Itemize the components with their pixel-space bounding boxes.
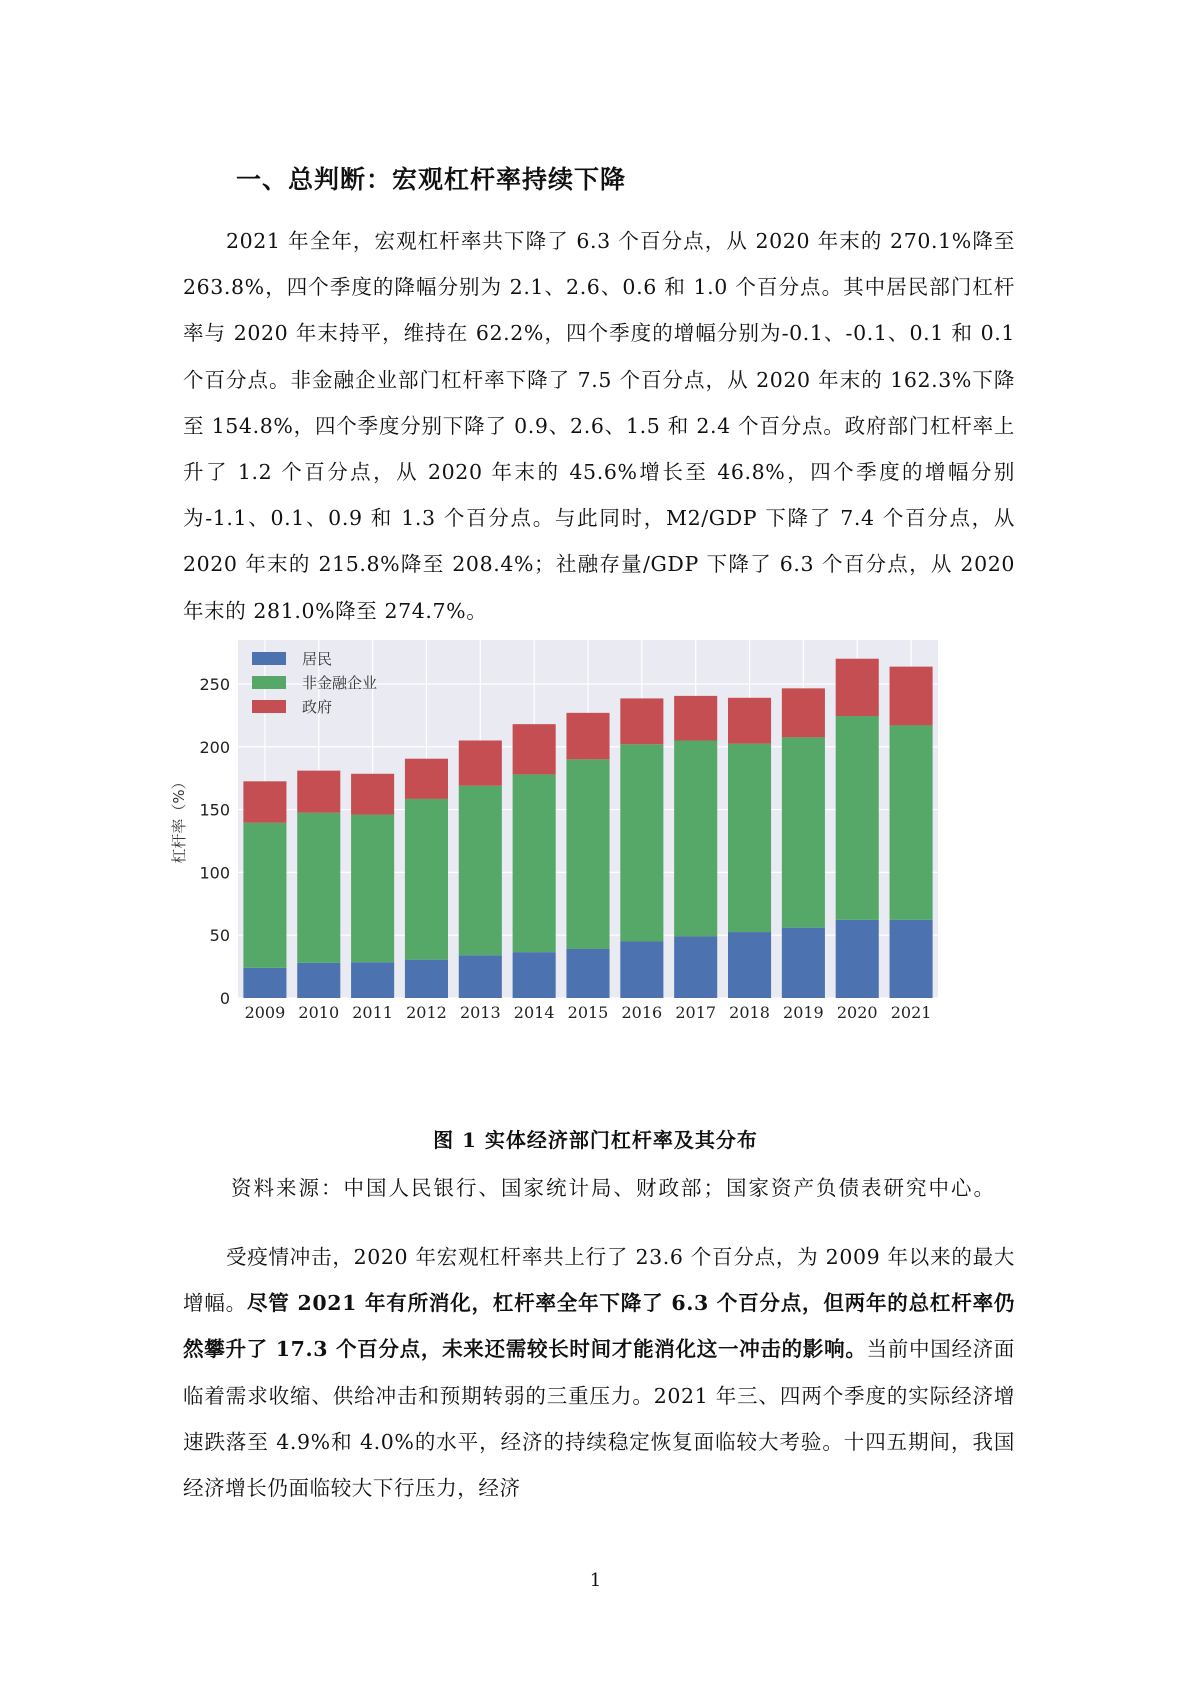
- bar-corporate-2014: [513, 774, 556, 952]
- bar-household-2020: [836, 920, 879, 998]
- bar-corporate-2010: [297, 813, 340, 963]
- bar-corporate-2017: [674, 740, 717, 936]
- x-tick-label: 2014: [513, 1003, 555, 1022]
- bar-household-2017: [674, 936, 717, 998]
- analysis-text-2: 当前中国经济面临着需求收缩、供给冲击和预期转弱的三重压力。2021 年三、四两个季度的实际经济增速跌落至 4.9%和 4.0%的水平，经济的持续稳定恢复面临较大考验。十四五期间，我国经济增长仍面临较大下行压力，经济: [183, 1337, 1016, 1501]
- y-tick-label: 250: [199, 674, 230, 694]
- bar-government-2016: [620, 698, 663, 744]
- section-heading: 一、总判断：宏观杠杆率持续下降: [236, 165, 627, 194]
- bar-household-2012: [405, 960, 448, 998]
- bar-government-2010: [297, 771, 340, 813]
- legend-swatch: [252, 652, 286, 665]
- leverage-chart: [170, 640, 960, 1030]
- x-tick-label: 2019: [783, 1003, 824, 1022]
- x-tick-label: 2021: [890, 1003, 932, 1022]
- bar-corporate-2015: [566, 759, 609, 949]
- x-tick-label: 2012: [406, 1003, 447, 1022]
- analysis-text-1: 受疫情冲击，2020 年宏观杠杆率共上行了 23.6 个百分点，为 2009 年以来的最大增幅。: [183, 1245, 1015, 1316]
- bar-government-2019: [782, 688, 825, 737]
- bar-household-2011: [351, 962, 394, 998]
- y-tick-label: 100: [199, 863, 230, 883]
- x-tick-label: 2015: [567, 1003, 609, 1022]
- data-source: 资料来源：中国人民银行、国家统计局、财政部；国家资产负债表研究中心。: [231, 1176, 996, 1200]
- bar-government-2020: [836, 659, 879, 716]
- bar-corporate-2011: [351, 815, 394, 963]
- bar-government-2018: [728, 698, 771, 744]
- y-tick-label: 50: [209, 926, 230, 946]
- y-tick-label: 0: [219, 989, 230, 1008]
- legend-swatch: [252, 700, 286, 713]
- x-tick-label: 2013: [459, 1003, 501, 1022]
- legend-label: 非金融企业: [302, 674, 378, 692]
- y-tick-label: 150: [199, 800, 230, 820]
- bar-corporate-2018: [728, 744, 771, 932]
- bar-government-2021: [890, 667, 933, 726]
- bar-government-2012: [405, 759, 448, 799]
- x-tick-label: 2016: [621, 1003, 663, 1022]
- bar-household-2010: [297, 963, 340, 998]
- bar-corporate-2013: [459, 786, 502, 956]
- bar-government-2017: [674, 696, 717, 741]
- bar-household-2015: [566, 949, 609, 998]
- bar-government-2009: [243, 781, 286, 822]
- bar-corporate-2021: [890, 725, 933, 919]
- bar-corporate-2016: [620, 744, 663, 941]
- bar-government-2013: [459, 740, 502, 785]
- paragraph-analysis: [183, 1234, 1015, 1511]
- page-number: 1: [589, 1570, 602, 1591]
- bar-government-2014: [513, 724, 556, 774]
- x-tick-label: 2011: [352, 1003, 393, 1022]
- y-tick-label: 200: [199, 737, 230, 757]
- x-tick-label: 2009: [244, 1003, 286, 1022]
- bar-household-2014: [513, 952, 556, 998]
- bar-household-2016: [620, 941, 663, 998]
- bar-household-2019: [782, 928, 825, 998]
- x-tick-label: 2010: [298, 1003, 340, 1022]
- bar-corporate-2009: [243, 823, 286, 968]
- x-tick-label: 2020: [836, 1003, 878, 1022]
- figure-caption: 图 1 实体经济部门杠杆率及其分布: [433, 1128, 758, 1152]
- x-tick-label: 2017: [675, 1003, 717, 1022]
- y-axis-label: 杠杆率（%）: [170, 774, 188, 864]
- bar-corporate-2019: [782, 737, 825, 927]
- legend-swatch: [252, 676, 286, 689]
- legend-label: 政府: [302, 698, 333, 716]
- bar-household-2018: [728, 932, 771, 998]
- x-tick-label: 2018: [729, 1003, 770, 1022]
- bar-government-2011: [351, 774, 394, 815]
- paragraph-summary: 2021 年全年，宏观杠杆率共下降了 6.3 个百分点，从 2020 年末的 270.1%降至 263.8%，四个季度的降幅分别为 2.1、2.6、0.6 和 1.0 个百分点。其中居民部门杠杆率与 2020 年末持平，维持在 62.2%，四个季度的增幅分别为-0.1、-0.1、0.1 和 0.1 个百分点。非金融企业部门杠杆率下降了 7.5 个百分点，从 2020 年末的 162.3%下降至 154.8%，四个季度分别下降了 0.9、2.6、1.5 和 2.4 个百分点。政府部门杠杆率上升了 1.2 个百分点，从 2020 年末的 45.6%增长至 46.8%，四个季度的增幅分别为-1.1、0.1、0.9 和 1.3 个百分点。与此同时，M2/GDP 下降了 7.4 个百分点，从 2020 年末的 215.8%降至 208.4%；社融存量/GDP 下降了 6.3 个百分点，从 2020 年末的 281.0%降至 274.7%。: [183, 229, 1015, 623]
- legend-label: 居民: [302, 650, 333, 668]
- bar-household-2013: [459, 955, 502, 998]
- bar-household-2021: [890, 920, 933, 998]
- bar-government-2015: [566, 713, 609, 759]
- bar-corporate-2012: [405, 799, 448, 960]
- analysis-text-bold: 尽管 2021 年有所消化，杠杆率全年下降了 6.3 个百分点，但两年的总杠杆率仍然攀升了 17.3 个百分点，未来还需较长时间才能消化这一冲击的影响。: [183, 1291, 1015, 1362]
- bar-household-2009: [243, 968, 286, 998]
- bar-corporate-2020: [836, 716, 879, 920]
